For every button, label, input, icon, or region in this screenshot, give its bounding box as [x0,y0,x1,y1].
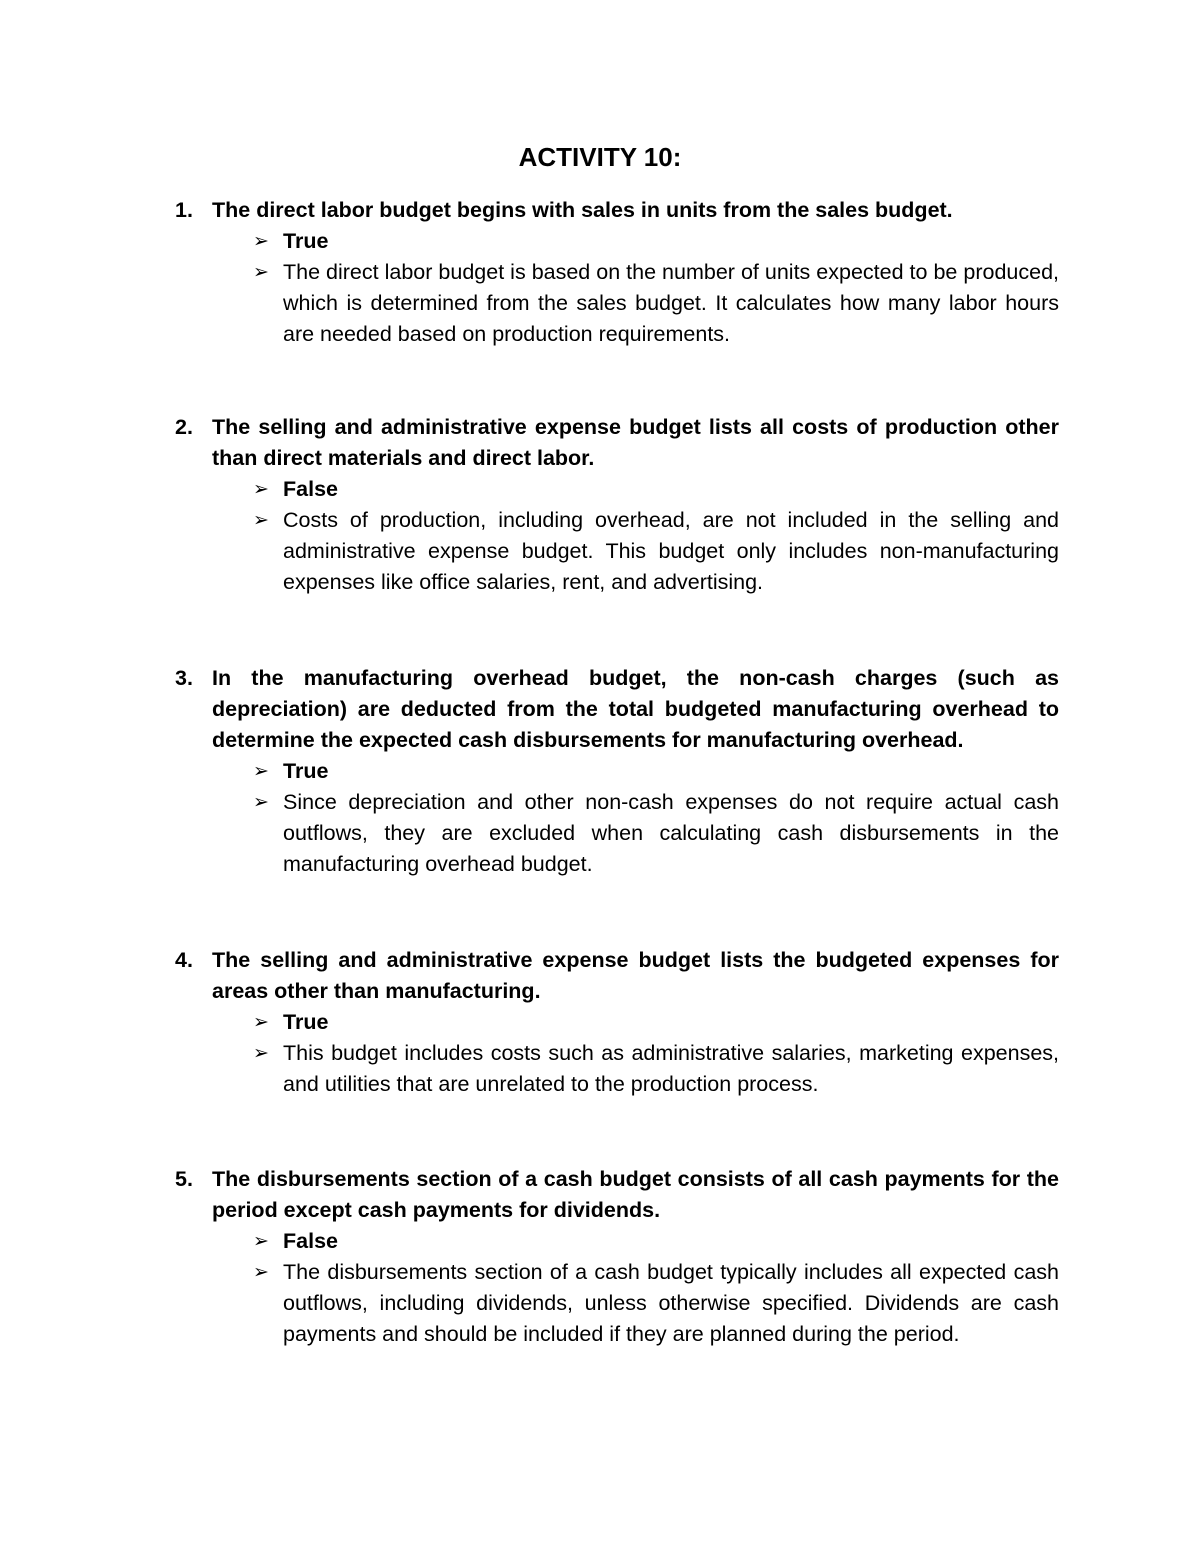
question-number: 2. [175,415,193,439]
question-item [175,663,1059,880]
arrow-bullet-icon: ➢ [253,791,269,813]
explanation-text: Since depreciation and other non-cash expenses do not require actual cash outflows, they are excluded when calculating cash disbursements in the manufacturing overhead budget. [283,790,1059,876]
explanation-bullet [253,257,1059,350]
arrow-bullet-icon: ➢ [253,509,269,531]
explanation-text: This budget includes costs such as administrative salaries, marketing expenses, and utilities that are unrelated to the production process. [283,1041,1059,1096]
answer-text: False [283,477,338,501]
arrow-bullet-icon: ➢ [253,230,269,252]
arrow-bullet-icon: ➢ [253,478,269,500]
explanation-bullet [253,1257,1059,1350]
answer-bullet [253,1007,1059,1038]
arrow-bullet-icon: ➢ [253,1042,269,1064]
question-item [175,1164,1059,1350]
question-number: 5. [175,1167,193,1191]
arrow-bullet-icon: ➢ [253,1261,269,1283]
question-number: 1. [175,198,193,222]
answer-text: True [283,1010,329,1034]
answer-text: True [283,229,329,253]
explanation-text: The direct labor budget is based on the number of units expected to be produced, which is determined from the sales budget. It calculates how many labor hours are needed based on production requirements. [283,260,1059,346]
question-text: The direct labor budget begins with sales in units from the sales budget. [212,198,953,222]
question-item [175,412,1059,598]
answer-text: False [283,1229,338,1253]
question-text: The selling and administrative expense budget lists all costs of production other than direct materials and direct labor. [212,415,1059,470]
question-text: The selling and administrative expense budget lists the budgeted expenses for areas other than manufacturing. [212,948,1059,1003]
answer-bullet [253,474,1059,505]
explanation-bullet [253,505,1059,598]
arrow-bullet-icon: ➢ [253,1011,269,1033]
question-number: 4. [175,948,193,972]
arrow-bullet-icon: ➢ [253,1230,269,1252]
explanation-bullet [253,787,1059,880]
question-text: The disbursements section of a cash budget consists of all cash payments for the period except cash payments for dividends. [212,1167,1059,1222]
answer-bullet [253,756,1059,787]
answer-text: True [283,759,329,783]
arrow-bullet-icon: ➢ [253,760,269,782]
question-text: In the manufacturing overhead budget, the non-cash charges (such as depreciation) are deducted from the total budgeted manufacturing overhead to determine the expected cash disbursements for manufacturing overhead. [212,666,1059,752]
answer-bullet [253,226,1059,257]
question-number: 3. [175,666,193,690]
explanation-text: The disbursements section of a cash budget typically includes all expected cash outflows, including dividends, unless otherwise specified. Dividends are cash payments and should be included if they are planned during the period. [283,1260,1059,1346]
question-item [175,195,1059,350]
question-item [175,945,1059,1100]
arrow-bullet-icon: ➢ [253,261,269,283]
page-title: ACTIVITY 10: [518,142,682,172]
explanation-bullet [253,1038,1059,1100]
explanation-text: Costs of production, including overhead, are not included in the selling and administrative expense budget. This budget only includes non-manufacturing expenses like office salaries, rent, and advertising. [283,508,1059,594]
answer-bullet [253,1226,1059,1257]
